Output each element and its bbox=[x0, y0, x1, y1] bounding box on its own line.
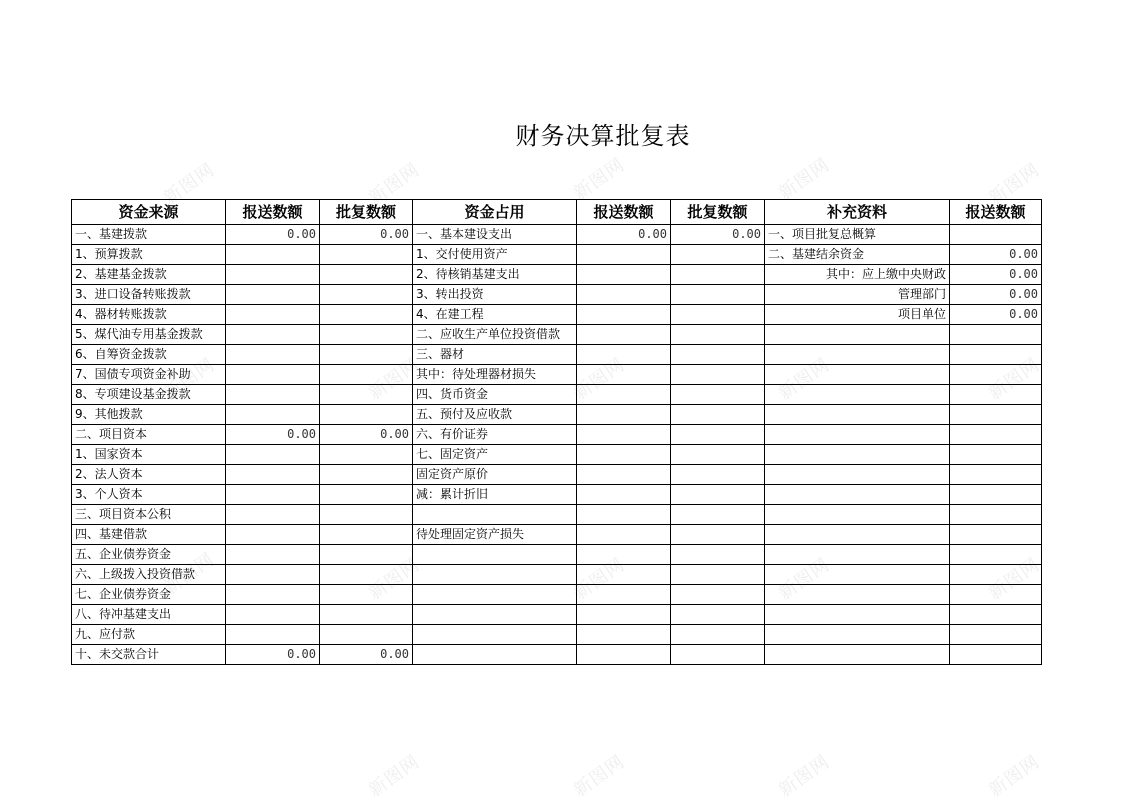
approved-amount-cell[interactable] bbox=[320, 485, 413, 505]
reported-amount-cell[interactable] bbox=[950, 365, 1042, 385]
reported-amount-cell[interactable] bbox=[950, 625, 1042, 645]
watermark: 新图网 bbox=[984, 354, 1044, 405]
reported-amount-cell[interactable] bbox=[950, 605, 1042, 625]
table-row bbox=[72, 565, 1042, 585]
approved-amount-cell[interactable] bbox=[320, 305, 413, 325]
fund-use-cell[interactable]: 四、货币资金 bbox=[413, 385, 577, 405]
reported-amount-cell[interactable] bbox=[226, 545, 320, 565]
supplementary-cell[interactable]: 项目单位 bbox=[765, 305, 950, 325]
watermark: 新图网 bbox=[774, 751, 834, 802]
reported-amount-cell[interactable] bbox=[577, 605, 671, 625]
watermark: 新图网 bbox=[984, 159, 1044, 210]
approved-amount-cell[interactable] bbox=[671, 365, 765, 385]
reported-amount-cell[interactable] bbox=[577, 465, 671, 485]
table-row bbox=[72, 485, 1042, 505]
fund-use-cell[interactable]: 六、有价证券 bbox=[413, 425, 577, 445]
reported-amount-cell[interactable] bbox=[577, 565, 671, 585]
reported-amount-cell[interactable] bbox=[950, 645, 1042, 665]
table-row bbox=[72, 345, 1042, 365]
table-row bbox=[72, 645, 1042, 665]
watermark: 新图网 bbox=[364, 354, 424, 405]
reported-amount-cell[interactable] bbox=[950, 385, 1042, 405]
approved-amount-cell[interactable] bbox=[671, 345, 765, 365]
fund-source-cell[interactable]: 一、基建拨款 bbox=[72, 225, 226, 245]
reported-amount-cell[interactable] bbox=[577, 585, 671, 605]
supplementary-cell[interactable] bbox=[765, 485, 950, 505]
fund-source-cell[interactable]: 四、基建借款 bbox=[72, 525, 226, 545]
fund-use-cell[interactable] bbox=[413, 505, 577, 525]
header-fund-use[interactable]: 资金占用 bbox=[413, 200, 577, 225]
table-row bbox=[72, 225, 1042, 245]
reported-amount-cell[interactable] bbox=[226, 385, 320, 405]
fund-use-cell[interactable]: 三、器材 bbox=[413, 345, 577, 365]
table-row bbox=[72, 465, 1042, 485]
fund-use-cell[interactable] bbox=[413, 545, 577, 565]
reported-amount-cell[interactable] bbox=[950, 465, 1042, 485]
table-row bbox=[72, 505, 1042, 525]
approved-amount-cell[interactable]: 0.00 bbox=[320, 225, 413, 245]
fund-source-cell[interactable]: 2、法人资本 bbox=[72, 465, 226, 485]
fund-use-cell[interactable]: 待处理固定资产损失 bbox=[413, 525, 577, 545]
reported-amount-cell[interactable] bbox=[577, 445, 671, 465]
reported-amount-cell[interactable]: 0.00 bbox=[950, 285, 1042, 305]
reported-amount-cell[interactable]: 0.00 bbox=[226, 225, 320, 245]
reported-amount-cell[interactable] bbox=[950, 225, 1042, 245]
watermark: 新图网 bbox=[159, 354, 219, 405]
approved-amount-cell[interactable] bbox=[320, 325, 413, 345]
reported-amount-cell[interactable] bbox=[226, 245, 320, 265]
fund-source-cell[interactable]: 十、未交款合计 bbox=[72, 645, 226, 665]
fund-use-cell[interactable] bbox=[413, 605, 577, 625]
fund-use-cell[interactable]: 固定资产原价 bbox=[413, 465, 577, 485]
watermark: 新图网 bbox=[569, 554, 629, 605]
supplementary-cell[interactable]: 管理部门 bbox=[765, 285, 950, 305]
reported-amount-cell[interactable] bbox=[577, 625, 671, 645]
reported-amount-cell[interactable] bbox=[577, 545, 671, 565]
table-row bbox=[72, 305, 1042, 325]
watermark: 新图网 bbox=[984, 554, 1044, 605]
fund-use-cell[interactable] bbox=[413, 645, 577, 665]
watermark: 新图网 bbox=[569, 751, 629, 802]
table-row bbox=[72, 425, 1042, 445]
reported-amount-cell[interactable] bbox=[226, 525, 320, 545]
reported-amount-cell[interactable] bbox=[226, 365, 320, 385]
approved-amount-cell[interactable] bbox=[320, 505, 413, 525]
reported-amount-cell[interactable] bbox=[950, 445, 1042, 465]
supplementary-cell[interactable] bbox=[765, 605, 950, 625]
fund-use-cell[interactable]: 其中：待处理器材损失 bbox=[413, 365, 577, 385]
reported-amount-cell[interactable]: 0.00 bbox=[950, 245, 1042, 265]
supplementary-cell[interactable]: 其中：应上缴中央财政 bbox=[765, 265, 950, 285]
reported-amount-cell[interactable]: 0.00 bbox=[226, 425, 320, 445]
approved-amount-cell[interactable] bbox=[671, 385, 765, 405]
approved-amount-cell[interactable] bbox=[320, 465, 413, 485]
header-approved-amount[interactable]: 批复数额 bbox=[671, 200, 765, 225]
header-approved-amount[interactable]: 批复数额 bbox=[320, 200, 413, 225]
fund-use-cell[interactable]: 3、转出投资 bbox=[413, 285, 577, 305]
approved-amount-cell[interactable] bbox=[671, 505, 765, 525]
reported-amount-cell[interactable] bbox=[226, 285, 320, 305]
reported-amount-cell[interactable] bbox=[950, 405, 1042, 425]
fund-source-cell[interactable]: 七、企业债券资金 bbox=[72, 585, 226, 605]
approved-amount-cell[interactable] bbox=[320, 285, 413, 305]
approved-amount-cell[interactable] bbox=[671, 485, 765, 505]
approved-amount-cell[interactable] bbox=[671, 625, 765, 645]
header-supplementary-info[interactable]: 补充资料 bbox=[765, 200, 950, 225]
reported-amount-cell[interactable]: 0.00 bbox=[226, 645, 320, 665]
fund-source-cell[interactable]: 5、煤代油专用基金拨款 bbox=[72, 325, 226, 345]
approved-amount-cell[interactable] bbox=[671, 305, 765, 325]
reported-amount-cell[interactable] bbox=[950, 565, 1042, 585]
approved-amount-cell[interactable] bbox=[671, 325, 765, 345]
table-row bbox=[72, 625, 1042, 645]
fund-source-cell[interactable]: 三、项目资本公积 bbox=[72, 505, 226, 525]
reported-amount-cell[interactable] bbox=[577, 365, 671, 385]
reported-amount-cell[interactable] bbox=[226, 565, 320, 585]
fund-use-cell[interactable] bbox=[413, 585, 577, 605]
approved-amount-cell[interactable]: 0.00 bbox=[320, 645, 413, 665]
reported-amount-cell[interactable] bbox=[226, 505, 320, 525]
approved-amount-cell[interactable] bbox=[671, 605, 765, 625]
fund-source-cell[interactable]: 1、国家资本 bbox=[72, 445, 226, 465]
watermark: 新图网 bbox=[774, 554, 834, 605]
approved-amount-cell[interactable] bbox=[671, 525, 765, 545]
reported-amount-cell[interactable] bbox=[950, 425, 1042, 445]
watermark: 新图网 bbox=[774, 154, 834, 205]
approved-amount-cell[interactable] bbox=[320, 345, 413, 365]
supplementary-cell[interactable] bbox=[765, 525, 950, 545]
fund-use-cell[interactable]: 2、待核销基建支出 bbox=[413, 265, 577, 285]
table-row bbox=[72, 365, 1042, 385]
approved-amount-cell[interactable] bbox=[320, 445, 413, 465]
watermark: 新图网 bbox=[159, 549, 219, 600]
fund-source-cell[interactable]: 9、其他拨款 bbox=[72, 405, 226, 425]
fund-use-cell[interactable]: 1、交付使用资产 bbox=[413, 245, 577, 265]
table-row bbox=[72, 265, 1042, 285]
fund-source-cell[interactable]: 八、待冲基建支出 bbox=[72, 605, 226, 625]
table-row bbox=[72, 605, 1042, 625]
fund-use-cell[interactable]: 4、在建工程 bbox=[413, 305, 577, 325]
reported-amount-cell[interactable] bbox=[950, 585, 1042, 605]
reported-amount-cell[interactable] bbox=[950, 345, 1042, 365]
approved-amount-cell[interactable] bbox=[671, 405, 765, 425]
approved-amount-cell[interactable] bbox=[320, 585, 413, 605]
reported-amount-cell[interactable] bbox=[577, 425, 671, 445]
reported-amount-cell[interactable] bbox=[226, 605, 320, 625]
reported-amount-cell[interactable] bbox=[577, 645, 671, 665]
fund-use-cell[interactable]: 一、基本建设支出 bbox=[413, 225, 577, 245]
reported-amount-cell[interactable] bbox=[226, 345, 320, 365]
reported-amount-cell[interactable] bbox=[577, 285, 671, 305]
table-row bbox=[72, 385, 1042, 405]
reported-amount-cell[interactable]: 0.00 bbox=[577, 225, 671, 245]
reported-amount-cell[interactable]: 0.00 bbox=[950, 305, 1042, 325]
approved-amount-cell[interactable] bbox=[671, 645, 765, 665]
approved-amount-cell[interactable] bbox=[320, 565, 413, 585]
fund-source-cell[interactable]: 1、预算拨款 bbox=[72, 245, 226, 265]
approval-table bbox=[71, 199, 1042, 665]
supplementary-cell[interactable] bbox=[765, 325, 950, 345]
reported-amount-cell[interactable] bbox=[577, 405, 671, 425]
watermark: 新图网 bbox=[984, 751, 1044, 802]
table-row bbox=[72, 445, 1042, 465]
fund-use-cell[interactable]: 减：累计折旧 bbox=[413, 485, 577, 505]
table-row bbox=[72, 585, 1042, 605]
header-reported-amount[interactable]: 报送数额 bbox=[577, 200, 671, 225]
reported-amount-cell[interactable] bbox=[226, 625, 320, 645]
supplementary-cell[interactable] bbox=[765, 505, 950, 525]
fund-use-cell[interactable] bbox=[413, 625, 577, 645]
reported-amount-cell[interactable] bbox=[577, 505, 671, 525]
fund-source-cell[interactable]: 6、自筹资金拨款 bbox=[72, 345, 226, 365]
watermark: 新图网 bbox=[364, 751, 424, 802]
reported-amount-cell[interactable] bbox=[226, 585, 320, 605]
reported-amount-cell[interactable] bbox=[226, 465, 320, 485]
reported-amount-cell[interactable] bbox=[950, 485, 1042, 505]
supplementary-cell[interactable] bbox=[765, 625, 950, 645]
approved-amount-cell[interactable] bbox=[671, 265, 765, 285]
reported-amount-cell[interactable] bbox=[577, 345, 671, 365]
supplementary-cell[interactable] bbox=[765, 405, 950, 425]
reported-amount-cell[interactable] bbox=[950, 525, 1042, 545]
fund-source-cell[interactable]: 五、企业债券资金 bbox=[72, 545, 226, 565]
fund-use-cell[interactable] bbox=[413, 565, 577, 585]
fund-source-cell[interactable]: 六、上级拨入投资借款 bbox=[72, 565, 226, 585]
fund-use-cell[interactable]: 五、预付及应收款 bbox=[413, 405, 577, 425]
reported-amount-cell[interactable] bbox=[226, 325, 320, 345]
reported-amount-cell[interactable] bbox=[577, 305, 671, 325]
approved-amount-cell[interactable] bbox=[671, 425, 765, 445]
approved-amount-cell[interactable] bbox=[320, 265, 413, 285]
reported-amount-cell[interactable] bbox=[950, 325, 1042, 345]
approved-amount-cell[interactable] bbox=[320, 525, 413, 545]
fund-source-cell[interactable]: 3、进口设备转账拨款 bbox=[72, 285, 226, 305]
supplementary-cell[interactable] bbox=[765, 445, 950, 465]
approved-amount-cell[interactable] bbox=[320, 245, 413, 265]
supplementary-cell[interactable] bbox=[765, 645, 950, 665]
approved-amount-cell[interactable] bbox=[320, 365, 413, 385]
reported-amount-cell[interactable] bbox=[577, 245, 671, 265]
reported-amount-cell[interactable] bbox=[226, 405, 320, 425]
reported-amount-cell[interactable] bbox=[577, 385, 671, 405]
reported-amount-cell[interactable] bbox=[577, 525, 671, 545]
reported-amount-cell[interactable] bbox=[950, 505, 1042, 525]
reported-amount-cell[interactable] bbox=[226, 265, 320, 285]
table-row bbox=[72, 405, 1042, 425]
approved-amount-cell[interactable] bbox=[671, 245, 765, 265]
approved-amount-cell[interactable] bbox=[320, 385, 413, 405]
approved-amount-cell[interactable] bbox=[671, 565, 765, 585]
watermark: 新图网 bbox=[569, 154, 629, 205]
approved-amount-cell[interactable] bbox=[320, 545, 413, 565]
supplementary-cell[interactable] bbox=[765, 385, 950, 405]
reported-amount-cell[interactable] bbox=[226, 445, 320, 465]
header-reported-amount[interactable]: 报送数额 bbox=[950, 200, 1042, 225]
approved-amount-cell[interactable] bbox=[320, 605, 413, 625]
fund-source-cell[interactable]: 二、项目资本 bbox=[72, 425, 226, 445]
watermark: 新图网 bbox=[159, 159, 219, 210]
header-row bbox=[72, 200, 1042, 225]
approved-amount-cell[interactable] bbox=[671, 585, 765, 605]
table-row bbox=[72, 325, 1042, 345]
page-title: 财务决算批复表 bbox=[515, 122, 691, 150]
watermark: 新图网 bbox=[364, 159, 424, 210]
supplementary-cell[interactable] bbox=[765, 585, 950, 605]
supplementary-cell[interactable] bbox=[765, 545, 950, 565]
approved-amount-cell[interactable]: 0.00 bbox=[671, 225, 765, 245]
watermark: 新图网 bbox=[569, 354, 629, 405]
fund-source-cell[interactable]: 2、基建基金拨款 bbox=[72, 265, 226, 285]
reported-amount-cell[interactable]: 0.00 bbox=[950, 265, 1042, 285]
approved-amount-cell[interactable] bbox=[671, 545, 765, 565]
table-row bbox=[72, 245, 1042, 265]
supplementary-cell[interactable] bbox=[765, 425, 950, 445]
approved-amount-cell[interactable] bbox=[671, 465, 765, 485]
approved-amount-cell[interactable] bbox=[671, 445, 765, 465]
reported-amount-cell[interactable] bbox=[577, 265, 671, 285]
supplementary-cell[interactable] bbox=[765, 465, 950, 485]
approved-amount-cell[interactable] bbox=[320, 405, 413, 425]
supplementary-cell[interactable] bbox=[765, 565, 950, 585]
reported-amount-cell[interactable] bbox=[950, 545, 1042, 565]
fund-source-cell[interactable]: 3、个人资本 bbox=[72, 485, 226, 505]
approved-amount-cell[interactable]: 0.00 bbox=[320, 425, 413, 445]
supplementary-cell[interactable]: 一、项目批复总概算 bbox=[765, 225, 950, 245]
fund-use-cell[interactable]: 二、应收生产单位投资借款 bbox=[413, 325, 577, 345]
table-row bbox=[72, 285, 1042, 305]
header-reported-amount[interactable]: 报送数额 bbox=[226, 200, 320, 225]
table-row bbox=[72, 525, 1042, 545]
supplementary-cell[interactable] bbox=[765, 365, 950, 385]
watermark: 新图网 bbox=[364, 554, 424, 605]
watermark: 新图网 bbox=[774, 354, 834, 405]
supplementary-cell[interactable]: 二、基建结余资金 bbox=[765, 245, 950, 265]
fund-source-cell[interactable]: 7、国债专项资金补助 bbox=[72, 365, 226, 385]
reported-amount-cell[interactable] bbox=[577, 485, 671, 505]
supplementary-cell[interactable] bbox=[765, 345, 950, 365]
approved-amount-cell[interactable] bbox=[320, 625, 413, 645]
fund-source-cell[interactable]: 4、器材转账拨款 bbox=[72, 305, 226, 325]
reported-amount-cell[interactable] bbox=[226, 485, 320, 505]
reported-amount-cell[interactable] bbox=[226, 305, 320, 325]
table-row bbox=[72, 545, 1042, 565]
fund-source-cell[interactable]: 九、应付款 bbox=[72, 625, 226, 645]
fund-source-cell[interactable]: 8、专项建设基金拨款 bbox=[72, 385, 226, 405]
approved-amount-cell[interactable] bbox=[671, 285, 765, 305]
reported-amount-cell[interactable] bbox=[577, 325, 671, 345]
fund-use-cell[interactable]: 七、固定资产 bbox=[413, 445, 577, 465]
header-fund-source[interactable]: 资金来源 bbox=[72, 200, 226, 225]
